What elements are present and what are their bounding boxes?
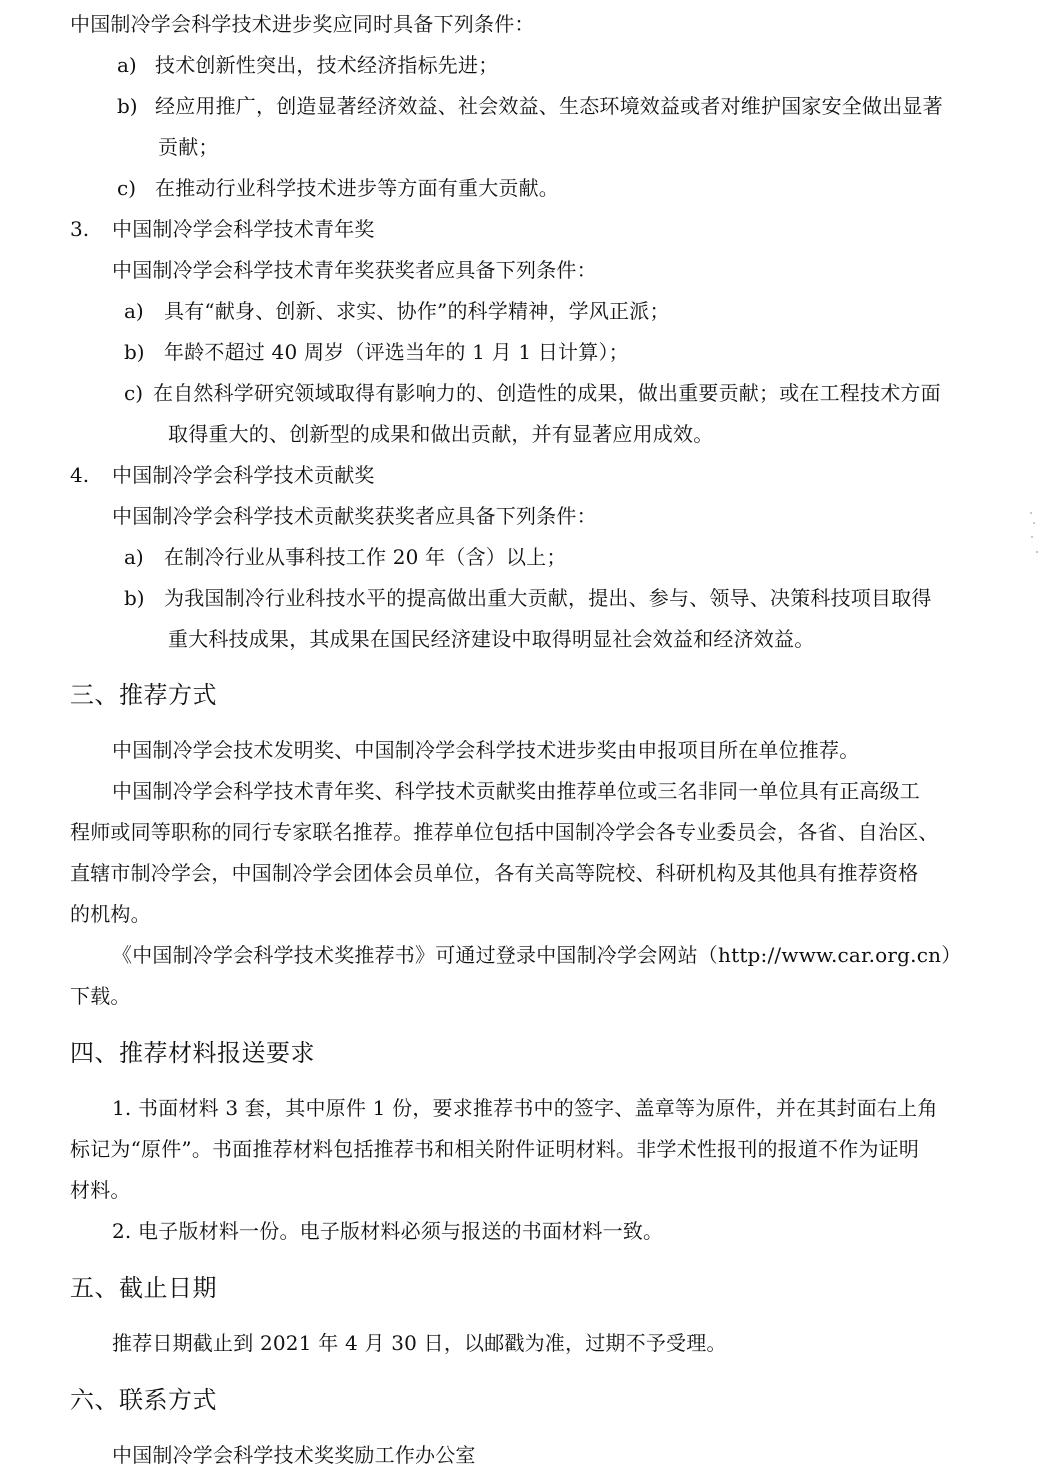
scan-speck (1031, 536, 1033, 538)
list-item-text-continued: 取得重大的、创新型的成果和做出贡献，并有显著应用成效。 (168, 422, 714, 446)
list-marker: c) (124, 381, 144, 405)
paragraph-line: 直辖市制冷学会，中国制冷学会团体会员单位，各有关高等院校、科研机构及其他具有推荐资格 (70, 861, 919, 885)
list-item-text: 为我国制冷行业科技水平的提高做出重大贡献，提出、参与、领导、决策科技项目取得 (164, 586, 932, 610)
section-heading: 五、截止日期 (70, 1274, 217, 1302)
award-number: 4. (70, 463, 90, 487)
list-item-text-continued: 贡献； (158, 135, 219, 159)
section-heading: 六、联系方式 (70, 1386, 217, 1414)
paragraph-line: 中国制冷学会科学技术奖奖励工作办公室 (112, 1443, 476, 1467)
paragraph-line: 中国制冷学会技术发明奖、中国制冷学会科学技术进步奖由申报项目所在单位推荐。 (112, 738, 860, 762)
award-number: 3. (70, 217, 90, 241)
list-item-text: 年龄不超过 40 周岁（评选当年的 1 月 1 日计算）； (164, 340, 629, 364)
paragraph-line: 1. 书面材料 3 套，其中原件 1 份，要求推荐书中的签字、盖章等为原件，并在其封面右上角 (112, 1096, 938, 1120)
paragraph-line: 程师或同等职称的同行专家联名推荐。推荐单位包括中国制冷学会各专业委员会，各省、自治区、 (70, 820, 939, 844)
scan-speck (1033, 522, 1035, 524)
paragraph-line: 标记为“原件”。书面推荐材料包括推荐书和相关附件证明材料。非学术性报刊的报道不作为证明 (70, 1137, 920, 1161)
list-item-text: 在自然科学研究领域取得有影响力的、创造性的成果，做出重要贡献；或在工程技术方面 (153, 381, 941, 405)
award-intro: 中国制冷学会科学技术青年奖获奖者应具备下列条件： (112, 258, 597, 282)
list-marker: a) (124, 299, 144, 323)
paragraph-line: 下载。 (70, 984, 131, 1008)
paragraph-line: 的机构。 (70, 902, 151, 926)
award-title: 中国制冷学会科学技术贡献奖 (112, 463, 375, 487)
progress-award-intro: 中国制冷学会科学技术进步奖应同时具备下列条件： (70, 12, 535, 36)
paragraph-line: 《中国制冷学会科学技术奖推荐书》可通过登录中国制冷学会网站（http://www.car.org.cn） (112, 943, 962, 967)
paragraph-line: 材料。 (70, 1178, 131, 1202)
paragraph-line: 2. 电子版材料一份。电子版材料必须与报送的书面材料一致。 (112, 1219, 664, 1243)
list-marker: c) (117, 176, 137, 200)
section-heading: 四、推荐材料报送要求 (70, 1039, 315, 1067)
list-item-text: 技术创新性突出，技术经济指标先进； (155, 53, 499, 77)
list-item-text: 在制冷行业从事科技工作 20 年（含）以上； (164, 545, 567, 569)
award-title: 中国制冷学会科学技术青年奖 (112, 217, 375, 241)
list-marker: a) (117, 53, 137, 77)
list-item-text-continued: 重大科技成果，其成果在国民经济建设中取得明显社会效益和经济效益。 (168, 627, 815, 651)
paragraph-line: 中国制冷学会科学技术青年奖、科学技术贡献奖由推荐单位或三名非同一单位具有正高级工 (112, 779, 920, 803)
scan-speck (1036, 551, 1038, 553)
list-item-text: 具有“献身、创新、求实、协作”的科学精神，学风正派； (164, 299, 670, 323)
list-item-text: 在推动行业科学技术进步等方面有重大贡献。 (155, 176, 559, 200)
award-intro: 中国制冷学会科学技术贡献奖获奖者应具备下列条件： (112, 504, 597, 528)
list-marker: b) (124, 586, 145, 610)
list-marker: b) (124, 340, 145, 364)
list-marker: b) (117, 94, 138, 118)
paragraph-line: 推荐日期截止到 2021 年 4 月 30 日，以邮戳为准，过期不予受理。 (112, 1331, 727, 1355)
list-item-text: 经应用推广，创造显著经济效益、社会效益、生态环境效益或者对维护国家安全做出显著 (155, 94, 943, 118)
scan-speck (1030, 512, 1032, 514)
list-marker: a) (124, 545, 144, 569)
section-heading: 三、推荐方式 (70, 681, 217, 709)
